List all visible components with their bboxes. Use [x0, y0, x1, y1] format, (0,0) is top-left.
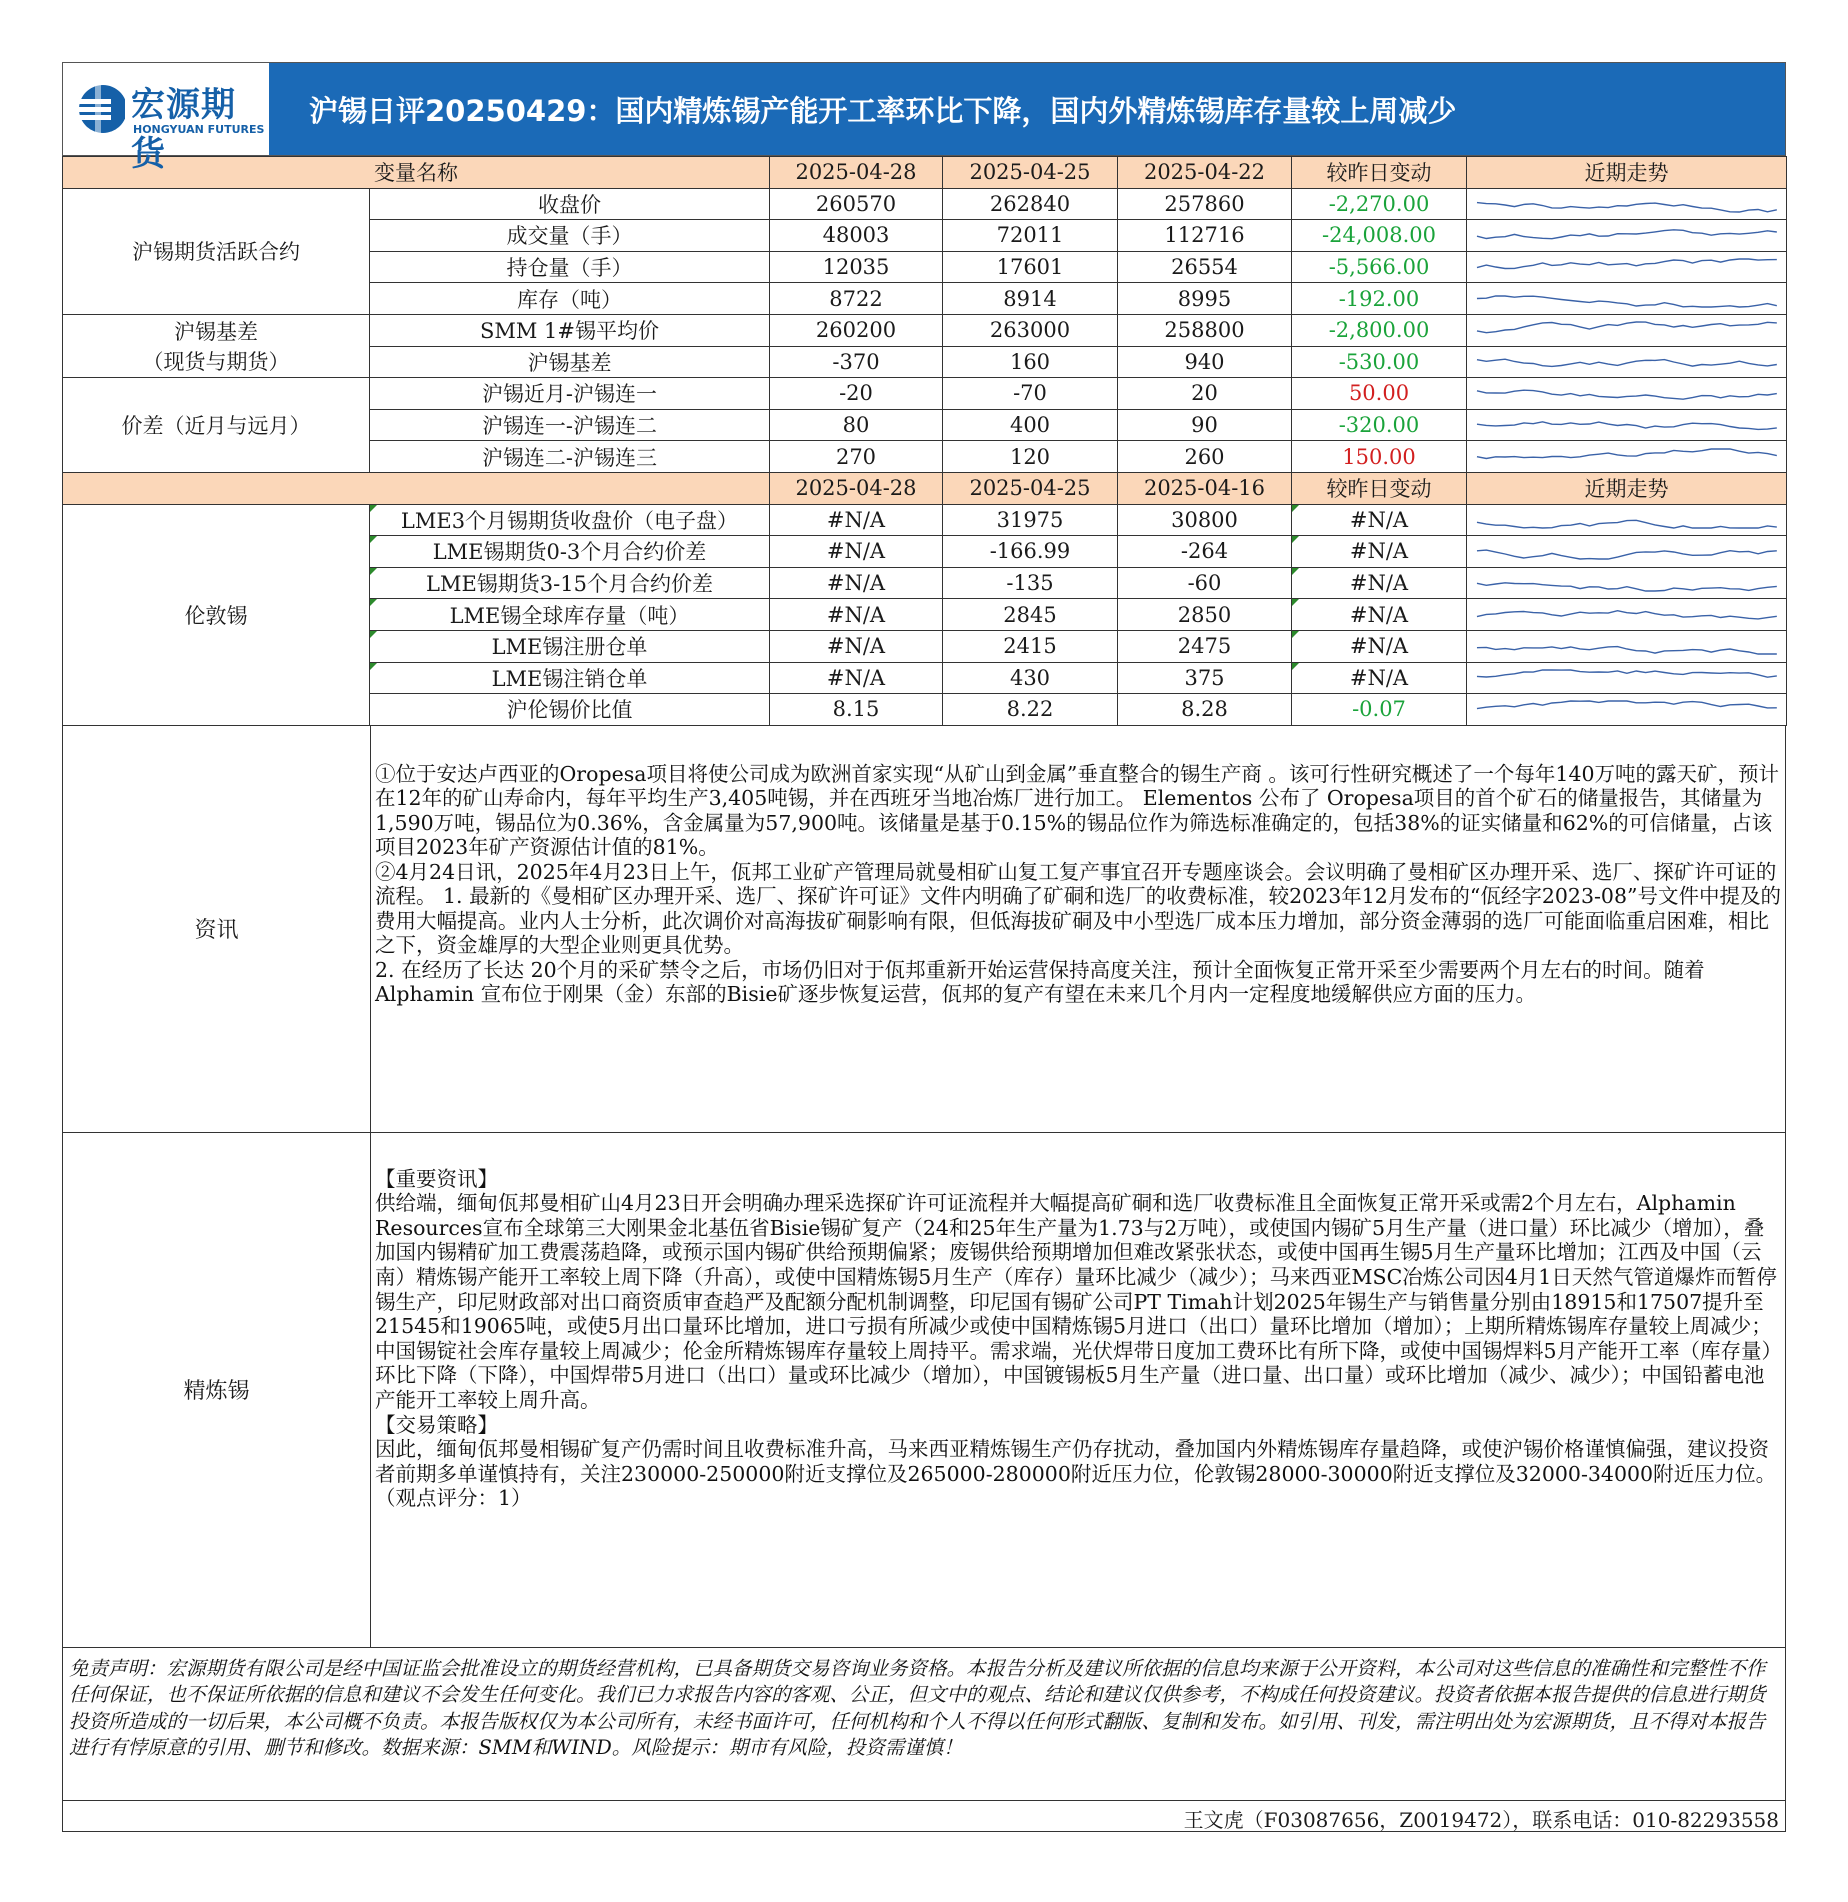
variable-label: LME锡注销仓单: [370, 662, 770, 694]
value-cell: 270: [770, 441, 943, 473]
news-section: [62, 726, 1786, 1133]
value-cell: #N/A: [770, 630, 943, 662]
value-cell: -60: [1118, 567, 1292, 599]
value-cell: 48003: [770, 220, 943, 252]
value-cell: 17601: [943, 251, 1118, 283]
row-group-label: 价差（近月与远月）: [63, 378, 370, 473]
trend-sparkline: [1467, 567, 1787, 599]
sparkline-series: [1477, 359, 1777, 366]
value-cell: 257860: [1118, 188, 1292, 220]
sparkline-series: [1477, 449, 1777, 459]
market-data-table: [62, 156, 1787, 726]
trend-sparkline: [1467, 188, 1787, 220]
value-cell: 260200: [770, 314, 943, 346]
variable-label: LME锡注册仓单: [370, 630, 770, 662]
news-paragraph: ①位于安达卢西亚的Oropesa项目将使公司成为欧洲首家实现“从矿山到金属”垂直整合的锡生产商 。该可行性研究概述了一个每年140万吨的露天矿，预计在12年的矿山寿命内，每年平均生产3,405吨锡，并在西班牙当地冶炼厂进行加工。 Elementos 公布了 Oropesa项目的首个矿石的储量报告，其储量为1,590万吨，锡品位为0.36%，含金属量为57,900吨。该储量是基于0.15%的锡品位作为筛选标准确定的，包括38%的证实储量和62%的可信储量，占该项目2023年矿产资源估计值的81%。: [375, 761, 1780, 860]
row-group-label-line: （现货与期货）: [142, 350, 290, 375]
trend-sparkline: [1467, 314, 1787, 346]
refined-tin-label: 精炼锡: [63, 1133, 371, 1647]
trend-sparkline: [1467, 536, 1787, 568]
value-cell: 112716: [1118, 220, 1292, 252]
value-cell: #N/A: [770, 599, 943, 631]
change-cell: -530.00: [1292, 346, 1467, 378]
value-cell: -20: [770, 378, 943, 410]
value-cell: 263000: [943, 314, 1118, 346]
value-cell: 940: [1118, 346, 1292, 378]
value-cell: 80: [770, 409, 943, 441]
change-cell: -2,270.00: [1292, 188, 1467, 220]
trend-sparkline: [1467, 378, 1787, 410]
sparkline-series: [1477, 670, 1777, 677]
change-cell: -0.07: [1292, 694, 1467, 726]
value-cell: 30800: [1118, 504, 1292, 536]
variable-label: SMM 1#锡平均价: [370, 314, 770, 346]
value-cell: 8.28: [1118, 694, 1292, 726]
sparkline-series: [1477, 296, 1777, 307]
value-cell: #N/A: [770, 504, 943, 536]
change-cell: -2,800.00: [1292, 314, 1467, 346]
analyst-contact: 王文虎（F03087656，Z0019472），联系电话：010-82293558: [62, 1801, 1786, 1832]
variable-label: 沪锡连一-沪锡连二: [370, 409, 770, 441]
value-cell: 258800: [1118, 314, 1292, 346]
sparkline-series: [1477, 259, 1777, 269]
trend-sparkline: [1467, 346, 1787, 378]
variable-label: LME锡期货3-15个月合约价差: [370, 567, 770, 599]
change-cell: -5,566.00: [1292, 251, 1467, 283]
value-cell: 8722: [770, 283, 943, 315]
news-paragraph: ②4月24日讯，2025年4月23日上午，佤邦工业矿产管理局就曼相矿山复工复产事宜召开专题座谈会。会议明确了曼相矿区办理开采、选厂、探矿许可证的流程。 1. 最新的《曼相矿区办理开采、选厂、探矿许可证》文件内明确了矿硐和选厂的收费标准，较2023年12月发布的“佤经字2023-08”号文件中提及的费用大幅提高。业内人士分析，此次调价对高海拔矿硐影响有限，但低海拔矿硐及中小型选厂成本压力增加，部分资金薄弱的选厂可能面临重启困难，相比之下，资金雄厚的大型企业则更具优势。: [375, 859, 1781, 958]
value-cell: 262840: [943, 188, 1118, 220]
sparkline-series: [1477, 610, 1777, 618]
trend-sparkline: [1467, 441, 1787, 473]
value-cell: 2850: [1118, 599, 1292, 631]
variable-label: 沪伦锡价比值: [370, 694, 770, 726]
news-body: [371, 726, 1785, 1132]
column-header-trend: 近期走势: [1467, 157, 1787, 189]
strategy-text: 因此，缅甸佤邦曼相锡矿复产仍需时间且收费标准升高，马来西亚精炼锡生产仍存扰动，叠加国内外精炼锡库存量趋降，或使沪锡价格谨慎偏强，建议投资者前期多单谨慎持有，关注230000-250000附近支撑位及265000-280000附近压力位，伦敦锡28000-30000附近支撑位及32000-34000附近压力位。（观点评分：1）: [375, 1437, 1777, 1511]
table-row: [63, 504, 1787, 536]
value-cell: -264: [1118, 536, 1292, 568]
value-cell: 8995: [1118, 283, 1292, 315]
change-cell: #N/A: [1292, 630, 1467, 662]
change-cell: #N/A: [1292, 567, 1467, 599]
row-group-label-line: 沪锡基差: [174, 320, 258, 345]
variable-label: LME3个月锡期货收盘价（电子盘）: [370, 504, 770, 536]
value-cell: 26554: [1118, 251, 1292, 283]
news-paragraph: 2. 在经历了长达 20个月的采矿禁令之后，市场仍旧对于佤邦重新开始运营保持高度关注，预计全面恢复正常开采至少需要两个月左右的时间。随着 Alphamin 宣布位于刚果（金）东部的Bisie矿逐步恢复运营，佤邦的复产有望在未来几个月内一定程度地缓解供应方面的压力。: [375, 957, 1705, 1007]
change-cell: 50.00: [1292, 378, 1467, 410]
value-cell: 2415: [943, 630, 1118, 662]
news-label: 资讯: [63, 726, 371, 1132]
value-cell: 2475: [1118, 630, 1292, 662]
variable-label: 成交量（手）: [370, 220, 770, 252]
logo-mark-icon: [73, 75, 125, 143]
value-cell: #N/A: [770, 662, 943, 694]
disclaimer: 免责声明：宏源期货有限公司是经中国证监会批准设立的期货经营机构，已具备期货交易咨询业务资格。本报告分析及建议所依据的信息均来源于公开资料，本公司对这些信息的准确性和完整性不作任何保证，也不保证所依据的信息和建议不会发生任何变化。我们已力求报告内容的客观、公正，但文中的观点、结论和建议仅供参考，不构成任何投资建议。投资者依据本报告提供的信息进行期货投资所造成的一切后果，本公司概不负责。本报告版权仅为本公司所有，未经书面许可，任何机构和个人不得以任何形式翻版、复制和发布。如引用、刊发，需注明出处为宏源期货，且不得对本报告进行有悖原意的引用、删节和修改。数据来源：SMM和WIND。风险提示：期市有风险，投资需谨慎！: [62, 1648, 1786, 1801]
value-cell: 2845: [943, 599, 1118, 631]
sparkline-series: [1477, 520, 1777, 528]
refined-tin-section: [62, 1133, 1786, 1648]
trend-sparkline: [1467, 630, 1787, 662]
logo-name-cn: 宏源期货: [131, 85, 236, 174]
change-cell: #N/A: [1292, 662, 1467, 694]
column-header-date: 2025-04-22: [1118, 157, 1292, 189]
value-cell: #N/A: [770, 567, 943, 599]
column-header-date: 2025-04-25: [943, 157, 1118, 189]
column-header-change: 较昨日变动: [1292, 157, 1467, 189]
change-cell: -192.00: [1292, 283, 1467, 315]
row-group-label: 沪锡期货活跃合约: [63, 188, 370, 314]
change-cell: 150.00: [1292, 441, 1467, 473]
report-title: 沪锡日评20250429：国内精炼锡产能开工率环比下降，国内外精炼锡库存量较上周减少: [309, 94, 1457, 128]
sparkline-series: [1477, 701, 1777, 709]
column-header-date: 2025-04-28: [770, 157, 943, 189]
trend-sparkline: [1467, 504, 1787, 536]
value-cell: 8914: [943, 283, 1118, 315]
value-cell: -370: [770, 346, 943, 378]
sparkline-series: [1477, 551, 1777, 560]
variable-label: 沪锡基差: [370, 346, 770, 378]
value-cell: -70: [943, 378, 1118, 410]
variable-label: 库存（吨）: [370, 283, 770, 315]
variable-label: 沪锡近月-沪锡连一: [370, 378, 770, 410]
value-cell: 8.22: [943, 694, 1118, 726]
trend-sparkline: [1467, 694, 1787, 726]
value-cell: 8.15: [770, 694, 943, 726]
column-header-date: 2025-04-25: [943, 472, 1118, 504]
value-cell: 12035: [770, 251, 943, 283]
value-cell: 400: [943, 409, 1118, 441]
sparkline-series: [1477, 230, 1777, 239]
logo-name-en: HONGYUAN FUTURES: [133, 123, 265, 136]
variable-label: LME锡期货0-3个月合约价差: [370, 536, 770, 568]
value-cell: 90: [1118, 409, 1292, 441]
report: [62, 62, 1786, 1832]
change-cell: #N/A: [1292, 504, 1467, 536]
row-group-label: 伦敦锡: [63, 504, 370, 725]
value-cell: 430: [943, 662, 1118, 694]
trend-sparkline: [1467, 599, 1787, 631]
variable-label: LME锡全球库存量（吨）: [370, 599, 770, 631]
variable-label: 持仓量（手）: [370, 251, 770, 283]
column-header-date: 2025-04-28: [770, 472, 943, 504]
sparkline-series: [1477, 391, 1777, 400]
important-news-heading: 【重要资讯】: [375, 1166, 498, 1191]
value-cell: #N/A: [770, 536, 943, 568]
trend-sparkline: [1467, 409, 1787, 441]
value-cell: 260: [1118, 441, 1292, 473]
value-cell: 31975: [943, 504, 1118, 536]
column-header-trend: 近期走势: [1467, 472, 1787, 504]
trend-sparkline: [1467, 220, 1787, 252]
table-row: [63, 314, 1787, 346]
value-cell: 72011: [943, 220, 1118, 252]
value-cell: 120: [943, 441, 1118, 473]
refined-tin-body: [371, 1133, 1785, 1647]
row-group-label: [63, 314, 370, 377]
value-cell: -135: [943, 567, 1118, 599]
column-header-change: 较昨日变动: [1292, 472, 1467, 504]
strategy-heading: 【交易策略】: [375, 1412, 498, 1437]
sparkline-series: [1477, 322, 1777, 333]
value-cell: 260570: [770, 188, 943, 220]
change-cell: -24,008.00: [1292, 220, 1467, 252]
change-cell: #N/A: [1292, 536, 1467, 568]
section-header-blank: [63, 472, 770, 504]
trend-sparkline: [1467, 283, 1787, 315]
value-cell: -166.99: [943, 536, 1118, 568]
trend-sparkline: [1467, 662, 1787, 694]
value-cell: 375: [1118, 662, 1292, 694]
sparkline-series: [1477, 202, 1777, 211]
value-cell: 160: [943, 346, 1118, 378]
value-cell: 20: [1118, 378, 1292, 410]
table-row: [63, 188, 1787, 220]
column-header-variable: 变量名称: [63, 157, 770, 189]
variable-label: 沪锡连二-沪锡连三: [370, 441, 770, 473]
important-news-text: 供给端，缅甸佤邦曼相矿山4月23日开会明确办理采选探矿许可证流程并大幅提高矿硐和选厂收费标准且全面恢复正常开采或需2个月左右，Alphamin Resources宣布全球第三大刚果金北基伍省Bisie锡矿复产（24和25年生产量为1.73与2万吨），或使国内锡矿5月生产量（进口量）环比减少（增加），叠加国内锡精矿加工费震荡趋降，或预示国内锡矿供给预期偏紧；废锡供给预期增加但难改紧张状态，或使中国再生锡5月生产量环比增加；江西及中国（云南）精炼锡产能开工率较上周下降（升高），或使中国精炼锡5月生产（库存）量环比减少（减少）；马来西亚MSC冶炼公司因4月1日天然气管道爆炸而暂停锡生产，印尼财政部对出口商资质审查趋严及配额分配机制调整，印尼国有锡矿公司PT Timah计划2025年锡生产与销售量分别由18915和17507提升至21545和19065吨，或使5月出口量环比增加，进口亏损有所减少或使中国精炼锡5月进口（出口）量环比增加（增加）；上期所精炼锡库存量较上周减少；中国锡锭社会库存量较上周减少；伦金所精炼锡库存量较上周持平。需求端，光伏焊带日度加工费环比有所下降，或使中国锡焊料5月产能开工率（库存量）环比下降（下降），中国焊带5月进口（出口）量或环比减少（增加），中国镀锡板5月生产量（进口量、出口量）或环比增加（减少、减少）；中国铅蓄电池产能开工率较上周升高。: [375, 1191, 1777, 1413]
sparkline-series: [1477, 422, 1777, 430]
variable-label: 收盘价: [370, 188, 770, 220]
sparkline-series: [1477, 647, 1777, 654]
change-cell: -320.00: [1292, 409, 1467, 441]
company-logo: [63, 63, 269, 174]
sparkline-series: [1477, 583, 1777, 591]
table-row: [63, 378, 1787, 410]
trend-sparkline: [1467, 251, 1787, 283]
column-header-date: 2025-04-16: [1118, 472, 1292, 504]
change-cell: #N/A: [1292, 599, 1467, 631]
